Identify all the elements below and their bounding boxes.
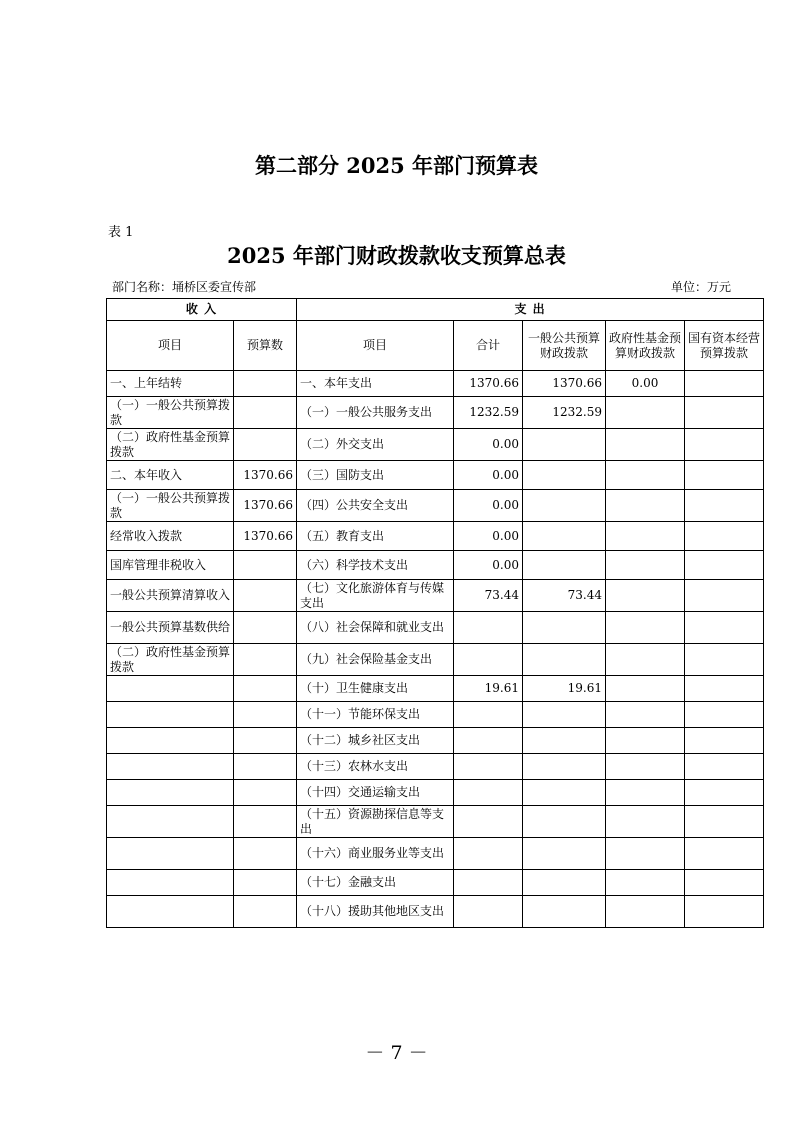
income-item-cell: 一、上年结转 [107, 371, 234, 397]
general-budget-cell [523, 806, 606, 838]
total-cell: 0.00 [454, 429, 523, 461]
income-item-cell: （一）一般公共预算拨款 [107, 397, 234, 429]
fund-budget-cell [606, 397, 685, 429]
income-item-cell: （二）政府性基金预算拨款 [107, 429, 234, 461]
income-amount-cell [234, 371, 297, 397]
income-item-cell: 国库管理非税收入 [107, 551, 234, 580]
general-budget-cell [523, 780, 606, 806]
expense-item-cell: （十二）城乡社区支出 [297, 728, 454, 754]
income-amount-cell [234, 580, 297, 612]
total-header: 合计 [454, 321, 523, 371]
income-amount-cell [234, 676, 297, 702]
fund-budget-cell [606, 580, 685, 612]
table-number: 表 1 [108, 225, 134, 240]
expense-item-cell: （八）社会保障和就业支出 [297, 612, 454, 644]
general-budget-cell [523, 838, 606, 870]
state-capital-cell [685, 896, 764, 928]
expense-header: 支 出 [297, 299, 764, 321]
income-amount-cell [234, 429, 297, 461]
state-capital-cell [685, 371, 764, 397]
fund-budget-cell [606, 522, 685, 551]
state-capital-cell [685, 754, 764, 780]
fund-budget-cell [606, 702, 685, 728]
total-cell [454, 896, 523, 928]
income-amount-cell [234, 397, 297, 429]
expense-item-cell: （十四）交通运输支出 [297, 780, 454, 806]
general-budget-header: 一般公共预算财政拨款 [523, 321, 606, 371]
table-row [107, 728, 764, 754]
total-cell: 1232.59 [454, 397, 523, 429]
expense-item-cell: （十）卫生健康支出 [297, 676, 454, 702]
table-row [107, 870, 764, 896]
state-capital-cell [685, 397, 764, 429]
income-item-cell: 一般公共预算清算收入 [107, 580, 234, 612]
state-capital-cell [685, 644, 764, 676]
fund-budget-cell [606, 728, 685, 754]
income-item-cell [107, 702, 234, 728]
table-row [107, 780, 764, 806]
expense-item-cell: 一、本年支出 [297, 371, 454, 397]
fund-budget-cell [606, 754, 685, 780]
state-capital-cell [685, 806, 764, 838]
income-amount-header: 预算数 [234, 321, 297, 371]
income-item-cell: 一般公共预算基数供给 [107, 612, 234, 644]
income-amount-cell [234, 728, 297, 754]
general-budget-cell [523, 522, 606, 551]
income-amount-cell: 1370.66 [234, 490, 297, 522]
income-item-cell [107, 676, 234, 702]
expense-item-cell: （一）一般公共服务支出 [297, 397, 454, 429]
expense-item-cell: （十一）节能环保支出 [297, 702, 454, 728]
income-amount-cell: 1370.66 [234, 461, 297, 490]
table-title: 2025 年部门财政拨款收支预算总表 [227, 243, 566, 268]
fund-budget-cell [606, 838, 685, 870]
fund-budget-cell [606, 870, 685, 896]
general-budget-cell: 1232.59 [523, 397, 606, 429]
expense-item-cell: （七）文化旅游体育与传媒支出 [297, 580, 454, 612]
income-amount-cell [234, 754, 297, 780]
table-row [107, 490, 764, 522]
expense-item-cell: （三）国防支出 [297, 461, 454, 490]
header-row-columns [107, 321, 764, 371]
fund-budget-cell [606, 612, 685, 644]
total-cell: 0.00 [454, 490, 523, 522]
income-amount-cell [234, 702, 297, 728]
table-row [107, 838, 764, 870]
state-capital-cell [685, 461, 764, 490]
expense-item-cell: （十五）资源勘探信息等支出 [297, 806, 454, 838]
general-budget-cell [523, 461, 606, 490]
page-number: － 7 － [365, 1042, 428, 1064]
income-item-header: 项目 [107, 321, 234, 371]
state-capital-cell [685, 728, 764, 754]
expense-item-cell: （二）外交支出 [297, 429, 454, 461]
table-row [107, 397, 764, 429]
income-amount-cell [234, 780, 297, 806]
expense-item-cell: （十六）商业服务业等支出 [297, 838, 454, 870]
state-capital-cell [685, 612, 764, 644]
income-header: 收 入 [107, 299, 297, 321]
total-cell [454, 780, 523, 806]
state-capital-cell [685, 838, 764, 870]
general-budget-cell [523, 754, 606, 780]
total-cell: 0.00 [454, 522, 523, 551]
state-capital-header: 国有资本经营预算拨款 [685, 321, 764, 371]
table-row [107, 612, 764, 644]
general-budget-cell: 1370.66 [523, 371, 606, 397]
state-capital-cell [685, 429, 764, 461]
income-amount-cell: 1370.66 [234, 522, 297, 551]
income-amount-cell [234, 838, 297, 870]
table-row [107, 754, 764, 780]
general-budget-cell [523, 612, 606, 644]
total-cell [454, 838, 523, 870]
expense-item-cell: （六）科学技术支出 [297, 551, 454, 580]
table-row [107, 371, 764, 397]
state-capital-cell [685, 490, 764, 522]
income-item-cell [107, 728, 234, 754]
income-item-cell [107, 896, 234, 928]
general-budget-cell [523, 429, 606, 461]
fund-budget-cell [606, 490, 685, 522]
fund-budget-cell [606, 461, 685, 490]
total-cell [454, 644, 523, 676]
income-amount-cell [234, 896, 297, 928]
fund-budget-cell [606, 780, 685, 806]
income-item-cell [107, 780, 234, 806]
header-row-group [107, 299, 764, 321]
income-item-cell [107, 870, 234, 896]
income-amount-cell [234, 551, 297, 580]
general-budget-cell [523, 870, 606, 896]
table-row [107, 702, 764, 728]
income-item-cell [107, 838, 234, 870]
fund-budget-cell [606, 644, 685, 676]
income-item-cell [107, 806, 234, 838]
state-capital-cell [685, 551, 764, 580]
expense-item-cell: （十七）金融支出 [297, 870, 454, 896]
table-row [107, 644, 764, 676]
page-title: 第二部分 2025 年部门预算表 [254, 153, 539, 178]
expense-item-cell: （九）社会保险基金支出 [297, 644, 454, 676]
general-budget-cell [523, 644, 606, 676]
general-budget-cell [523, 551, 606, 580]
total-cell: 0.00 [454, 461, 523, 490]
income-item-cell: 二、本年收入 [107, 461, 234, 490]
unit-label: 单位：万元 [670, 280, 731, 294]
total-cell: 73.44 [454, 580, 523, 612]
state-capital-cell [685, 702, 764, 728]
income-amount-cell [234, 644, 297, 676]
general-budget-cell [523, 702, 606, 728]
income-amount-cell [234, 806, 297, 838]
table-row [107, 429, 764, 461]
general-budget-cell [523, 490, 606, 522]
total-cell: 19.61 [454, 676, 523, 702]
total-cell [454, 870, 523, 896]
general-budget-cell [523, 728, 606, 754]
table-row [107, 896, 764, 928]
total-cell [454, 702, 523, 728]
general-budget-cell [523, 896, 606, 928]
table-row [107, 676, 764, 702]
general-budget-cell: 73.44 [523, 580, 606, 612]
fund-budget-cell [606, 806, 685, 838]
state-capital-cell [685, 780, 764, 806]
total-cell: 0.00 [454, 551, 523, 580]
general-budget-cell: 19.61 [523, 676, 606, 702]
fund-budget-cell [606, 429, 685, 461]
fund-budget-cell: 0.00 [606, 371, 685, 397]
total-cell [454, 754, 523, 780]
total-cell [454, 728, 523, 754]
fund-budget-cell [606, 551, 685, 580]
department-name: 部门名称：埇桥区委宣传部 [112, 280, 257, 294]
fund-budget-cell [606, 896, 685, 928]
income-amount-cell [234, 870, 297, 896]
table-row [107, 551, 764, 580]
table-row [107, 806, 764, 838]
income-item-cell [107, 754, 234, 780]
expense-item-cell: （十八）援助其他地区支出 [297, 896, 454, 928]
table-row [107, 522, 764, 551]
fund-budget-cell [606, 676, 685, 702]
total-cell [454, 806, 523, 838]
expense-item-cell: （十三）农林水支出 [297, 754, 454, 780]
table-row [107, 461, 764, 490]
state-capital-cell [685, 522, 764, 551]
expense-item-cell: （四）公共安全支出 [297, 490, 454, 522]
state-capital-cell [685, 676, 764, 702]
total-cell: 1370.66 [454, 371, 523, 397]
state-capital-cell [685, 870, 764, 896]
table-row [107, 580, 764, 612]
expense-item-cell: （五）教育支出 [297, 522, 454, 551]
income-item-cell: （一）一般公共预算拨款 [107, 490, 234, 522]
budget-table [106, 298, 764, 928]
income-item-cell: （二）政府性基金预算拨款 [107, 644, 234, 676]
total-cell [454, 612, 523, 644]
fund-budget-header: 政府性基金预算财政拨款 [606, 321, 685, 371]
income-amount-cell [234, 612, 297, 644]
state-capital-cell [685, 580, 764, 612]
income-item-cell: 经常收入拨款 [107, 522, 234, 551]
expense-item-header: 项目 [297, 321, 454, 371]
